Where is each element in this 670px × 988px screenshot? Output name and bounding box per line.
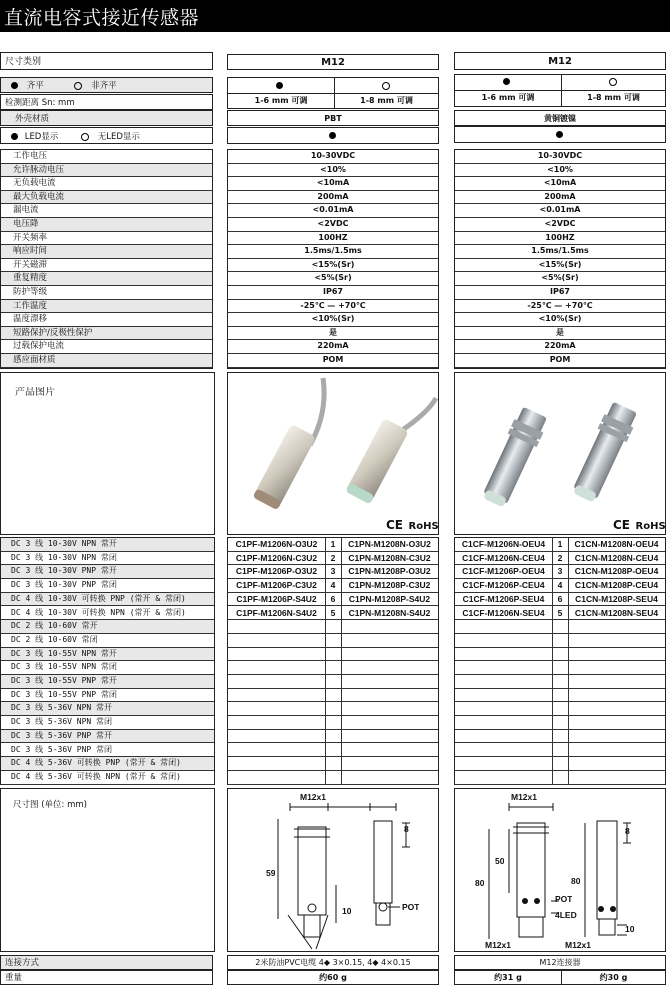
spec-row xyxy=(455,191,665,205)
model-code-flush: C1CF-M1206P-OEU4 xyxy=(462,566,545,577)
model-type-label: DC 4 线 10-30V 可转换 NPN (常开 & 常闭) xyxy=(11,607,186,617)
hollow-dot-icon xyxy=(609,78,617,86)
model-code-flush: C1CF-M1206N-CEU4 xyxy=(462,552,545,563)
model-row xyxy=(455,607,665,621)
col1-weight: 约60 g xyxy=(319,973,347,982)
spec-label: 防护等级 xyxy=(13,287,48,297)
spec-value: 1.5ms/1.5ms xyxy=(531,246,589,256)
model-row xyxy=(228,648,438,662)
model-col2-table xyxy=(454,537,666,785)
model-row xyxy=(228,689,438,703)
flush-legend xyxy=(11,80,117,92)
noled-text: 无LED显示 xyxy=(97,132,140,142)
col1-nonflush-range: 1-8 mm 可调 xyxy=(360,96,413,105)
spec-row xyxy=(455,204,665,218)
spec-value: -25℃ — +70℃ xyxy=(300,300,366,310)
model-row xyxy=(228,593,438,607)
dim2-thread-label: M12x1 xyxy=(511,792,537,802)
dim2-pot-label: POT xyxy=(555,894,573,904)
model-code-flush: C1PF-M1206N-C3U2 xyxy=(235,552,318,563)
spec-row xyxy=(455,177,665,191)
spec-row xyxy=(228,272,438,286)
model-code-nonflush: C1PN-M1208P-C3U2 xyxy=(348,580,431,591)
led-text: LED显示 xyxy=(24,132,59,142)
model-type-label: DC 3 线 10-55V NPN 常开 xyxy=(11,648,117,658)
filled-dot-icon xyxy=(503,78,510,85)
dim2-mid-length: 50 xyxy=(495,856,505,866)
dim2-right-length: 80 xyxy=(571,876,581,886)
spec-row xyxy=(1,313,212,327)
spec-value: 100HZ xyxy=(545,232,575,242)
model-code-nonflush: C1CN-M1208N-CEU4 xyxy=(574,552,659,563)
product-image-label: 产品图片 xyxy=(15,387,55,398)
model-row xyxy=(455,565,665,579)
model-row xyxy=(455,634,665,648)
model-row xyxy=(455,620,665,634)
model-type-label: DC 3 线 5-36V NPN 常闭 xyxy=(11,717,113,727)
col1-flush-range: 1-6 mm 可调 xyxy=(254,96,308,105)
col1-product-image xyxy=(227,372,439,535)
spec-row xyxy=(228,204,438,218)
spec-row xyxy=(228,164,438,178)
dim1-bottom-label: 10 xyxy=(342,906,352,916)
spec-row xyxy=(1,204,212,218)
spec-row xyxy=(1,245,212,259)
model-row xyxy=(1,675,214,689)
distance-label-box xyxy=(0,94,213,110)
model-row xyxy=(455,730,665,744)
col2-weight-b: 约30 g xyxy=(599,973,628,982)
weight-label: 重量 xyxy=(5,973,23,983)
spec-label: 工作温度 xyxy=(13,300,48,311)
model-row xyxy=(455,593,665,607)
product-image-label-box xyxy=(0,372,215,535)
model-row xyxy=(1,634,214,648)
dim1-top-label: 8 xyxy=(404,824,409,834)
model-wiring-number: 5 xyxy=(330,607,336,618)
spec-value: IP67 xyxy=(323,287,343,296)
model-code-flush: C1PF-M1206N-O3U2 xyxy=(235,539,318,549)
spec-label: 漏电流 xyxy=(13,205,39,216)
col1-housing-box xyxy=(227,110,439,126)
col1-size-box xyxy=(227,54,439,70)
spec-value: <0.01mA xyxy=(539,205,581,215)
model-code-nonflush: C1CN-M1208P-CEU4 xyxy=(574,580,659,591)
model-row xyxy=(1,565,214,579)
ce-mark: CE xyxy=(613,519,631,532)
model-type-label: DC 4 线 10-30V 可转换 PNP (常开 & 常闭) xyxy=(11,593,186,603)
model-row xyxy=(455,648,665,662)
model-type-label: DC 3 线 5-36V PNP 常开 xyxy=(11,730,113,740)
model-row xyxy=(455,771,665,785)
col2-dimension-drawing xyxy=(454,788,666,952)
model-code-nonflush: C1CN-M1208P-OEU4 xyxy=(574,566,659,577)
dim1-pot-label: POT xyxy=(402,902,420,912)
filled-dot-icon xyxy=(556,131,563,138)
pbt-dimension-svg xyxy=(228,789,438,951)
spec-row xyxy=(1,286,212,300)
dim2-bottom-label: 10 xyxy=(625,924,635,934)
model-row xyxy=(228,730,438,744)
model-row xyxy=(228,716,438,730)
model-row xyxy=(1,552,214,566)
page-header xyxy=(0,0,670,32)
led-label-box xyxy=(0,127,213,144)
spec-col1-table xyxy=(227,149,439,369)
col2-flush-box xyxy=(454,74,666,107)
model-type-label: DC 3 线 10-30V NPN 常闭 xyxy=(11,552,117,562)
model-wiring-number: 5 xyxy=(557,607,563,618)
model-row xyxy=(455,579,665,593)
model-wiring-number: 3 xyxy=(330,566,336,577)
spec-row xyxy=(1,177,212,191)
model-code-flush: C1PF-M1206P-O3U2 xyxy=(235,566,318,577)
col2-nonflush-range: 1-8 mm 可调 xyxy=(587,93,640,102)
model-row xyxy=(228,607,438,621)
distance-label: 检测距离 Sn: mm xyxy=(5,98,75,108)
spec-value: <10%(Sr) xyxy=(538,314,582,324)
model-code-nonflush: C1CN-M1208N-OEU4 xyxy=(574,539,659,549)
spec-value: <5%(Sr) xyxy=(314,273,352,283)
model-row xyxy=(455,757,665,771)
model-type-label: DC 3 线 10-55V NPN 常闭 xyxy=(11,662,117,672)
spec-col2-table xyxy=(454,149,666,369)
model-row xyxy=(1,716,214,730)
model-row xyxy=(228,579,438,593)
filled-dot-icon xyxy=(11,82,18,89)
spec-row xyxy=(455,313,665,327)
model-code-flush: C1CF-M1206P-CEU4 xyxy=(462,580,545,591)
col1-dimension-drawing xyxy=(227,788,439,952)
model-row xyxy=(455,538,665,552)
model-wiring-number: 2 xyxy=(330,552,336,563)
spec-value: 220mA xyxy=(317,341,349,351)
col2-housing-box xyxy=(454,110,666,126)
col2-product-image xyxy=(454,372,666,535)
spec-value: 200mA xyxy=(317,191,349,201)
model-type-label: DC 3 线 10-55V PNP 常闭 xyxy=(11,689,117,699)
model-code-flush: C1CF-M1206N-OEU4 xyxy=(461,539,546,549)
ce-mark: CE xyxy=(386,519,404,532)
col2-housing: 黄铜镀镍 xyxy=(544,114,576,123)
model-row xyxy=(228,675,438,689)
housing-label: 外壳材质 xyxy=(15,114,50,124)
model-row xyxy=(1,689,214,703)
size-label: 尺寸类别 xyxy=(5,57,42,67)
model-row xyxy=(228,744,438,758)
spec-value: <10mA xyxy=(316,178,350,188)
flush-label-box xyxy=(0,77,213,93)
spec-row xyxy=(1,150,212,164)
model-row xyxy=(228,771,438,785)
spec-row xyxy=(455,245,665,259)
model-row xyxy=(1,620,214,634)
spec-value: 200mA xyxy=(544,191,576,201)
model-row xyxy=(455,716,665,730)
model-row xyxy=(228,702,438,716)
spec-row xyxy=(455,164,665,178)
model-type-label: DC 4 线 5-36V 可转换 PNP (常开 & 常闭) xyxy=(11,758,181,768)
spec-row xyxy=(228,340,438,354)
col2-weight-a: 约31 g xyxy=(494,973,522,982)
spec-value: IP67 xyxy=(550,287,570,296)
model-code-nonflush: C1PN-M1208N-O3U2 xyxy=(348,539,431,549)
spec-value: <2VDC xyxy=(317,219,349,228)
spec-value: 10-30VDC xyxy=(537,151,583,160)
model-row xyxy=(1,744,214,758)
spec-value: <10mA xyxy=(543,178,577,188)
model-type-label: DC 3 线 5-36V PNP 常闭 xyxy=(11,744,113,754)
spec-row xyxy=(1,232,212,246)
page-title: 直流电容式接近传感器 xyxy=(4,7,200,29)
col1-led-box xyxy=(227,127,439,144)
model-row xyxy=(1,607,214,621)
spec-label-table xyxy=(0,149,213,369)
col1-connection-box xyxy=(227,955,439,970)
spec-row xyxy=(1,259,212,273)
spec-label: 过载保护电流 xyxy=(13,341,65,352)
dim2-thread-bottom-right: M12x1 xyxy=(565,940,591,950)
spec-value: <0.01mA xyxy=(312,205,354,215)
model-code-nonflush: C1PN-M1208P-O3U2 xyxy=(348,566,431,577)
spec-value: 是 xyxy=(329,327,337,337)
spec-row xyxy=(1,272,212,286)
flush-text: 齐平 xyxy=(26,81,44,91)
spec-value: <15%(Sr) xyxy=(311,259,355,269)
hollow-dot-icon xyxy=(74,82,82,90)
hollow-dot-icon xyxy=(81,133,89,141)
spec-row xyxy=(228,259,438,273)
spec-label: 电压降 xyxy=(13,219,39,229)
spec-row xyxy=(455,218,665,232)
spec-label: 响应时间 xyxy=(13,246,48,257)
spec-row xyxy=(1,354,212,368)
model-row xyxy=(228,552,438,566)
rohs-mark: RoHS xyxy=(408,521,439,532)
spec-row xyxy=(1,340,212,354)
nonflush-text: 非齐平 xyxy=(91,81,117,91)
ce-rohs-mark xyxy=(386,519,439,533)
col2-size-box xyxy=(454,52,666,70)
spec-row xyxy=(228,150,438,164)
model-col1-table xyxy=(227,537,439,785)
col2-size: M12 xyxy=(548,56,572,67)
model-row xyxy=(455,689,665,703)
col1-weight-box xyxy=(227,970,439,985)
connection-label: 连接方式 xyxy=(5,958,40,968)
spec-value: 100HZ xyxy=(318,232,348,242)
model-code-flush: C1CF-M1206N-SEU4 xyxy=(462,607,545,618)
spec-label: 允许脉动电压 xyxy=(13,164,65,175)
model-row xyxy=(1,538,214,552)
spec-row xyxy=(228,327,438,341)
hollow-dot-icon xyxy=(382,82,390,90)
dim2-thread-bottom-left: M12x1 xyxy=(485,940,511,950)
model-wiring-number: 3 xyxy=(557,566,563,577)
spec-row xyxy=(455,327,665,341)
model-row xyxy=(455,702,665,716)
spec-row xyxy=(228,313,438,327)
spec-row xyxy=(228,245,438,259)
spec-value: 10-30VDC xyxy=(310,151,356,160)
model-type-label: DC 3 线 10-30V PNP 常闭 xyxy=(11,580,117,590)
model-row xyxy=(228,620,438,634)
spec-label: 感应面材质 xyxy=(13,355,56,365)
model-code-nonflush: C1CN-M1208N-SEU4 xyxy=(574,607,659,618)
spec-row xyxy=(1,218,212,232)
model-wiring-number: 4 xyxy=(557,580,563,591)
model-row xyxy=(455,552,665,566)
model-row xyxy=(1,757,214,771)
spec-label: 温度漂移 xyxy=(13,314,48,325)
pbt-sensor-photo xyxy=(228,373,438,534)
spec-row xyxy=(455,150,665,164)
model-row xyxy=(1,730,214,744)
model-type-label: DC 3 线 10-30V NPN 常开 xyxy=(11,539,117,548)
spec-row xyxy=(455,300,665,314)
model-code-nonflush: C1CN-M1208P-SEU4 xyxy=(575,593,658,604)
model-wiring-number: 6 xyxy=(330,593,336,604)
model-type-label: DC 2 线 10-60V 常开 xyxy=(11,621,98,631)
spec-value: <5%(Sr) xyxy=(541,273,579,283)
spec-value: <10%(Sr) xyxy=(311,314,355,324)
spec-row xyxy=(228,177,438,191)
spec-label: 工作电压 xyxy=(13,151,48,161)
model-row xyxy=(455,744,665,758)
model-wiring-number: 4 xyxy=(330,580,336,591)
model-row xyxy=(228,757,438,771)
model-row xyxy=(1,593,214,607)
spec-value: <2VDC xyxy=(544,219,576,228)
spec-row xyxy=(1,164,212,178)
model-code-nonflush: C1PN-M1208P-S4U2 xyxy=(348,593,431,604)
col1-flush-box xyxy=(227,77,439,109)
spec-row xyxy=(455,340,665,354)
filled-dot-icon xyxy=(11,133,18,140)
filled-dot-icon xyxy=(276,82,283,89)
spec-row xyxy=(228,354,438,368)
spec-label: 短路保护/反极性保护 xyxy=(13,327,93,338)
model-code-flush: C1CF-M1206P-SEU4 xyxy=(462,593,545,604)
col1-size: M12 xyxy=(321,57,345,68)
model-type-label: DC 3 线 5-36V NPN 常开 xyxy=(11,703,113,713)
spec-row xyxy=(455,354,665,368)
col2-connection-box xyxy=(454,955,666,970)
model-type-label: DC 3 线 10-55V PNP 常开 xyxy=(11,676,117,685)
spec-value: 1.5ms/1.5ms xyxy=(304,246,362,256)
dim2-led-label: 4LED xyxy=(555,910,577,920)
model-code-flush: C1PF-M1206N-S4U2 xyxy=(236,607,317,618)
spec-row xyxy=(1,191,212,205)
brass-sensor-photo xyxy=(455,373,665,534)
model-row xyxy=(455,675,665,689)
ce-rohs-mark xyxy=(613,519,666,533)
spec-value: 是 xyxy=(556,327,564,337)
spec-row xyxy=(455,259,665,273)
model-wiring-number: 1 xyxy=(330,539,336,549)
col1-housing: PBT xyxy=(324,114,342,123)
spec-value: <10% xyxy=(547,164,573,174)
model-wiring-number: 6 xyxy=(557,593,563,604)
spec-label: 无负载电流 xyxy=(13,178,56,189)
model-wiring-number: 2 xyxy=(557,552,563,563)
spec-label: 开关频率 xyxy=(13,232,48,243)
dimension-label: 尺寸图 (单位: mm) xyxy=(13,800,87,810)
model-row xyxy=(228,538,438,552)
spec-label: 开关磁滞 xyxy=(13,259,48,270)
model-type-label: DC 3 线 10-30V PNP 常开 xyxy=(11,566,117,576)
dimension-label-box xyxy=(0,788,215,952)
model-code-flush: C1PF-M1206P-C3U2 xyxy=(236,580,317,591)
model-type-label: DC 4 线 5-36V 可转换 NPN (常开 & 常闭) xyxy=(11,771,181,781)
spec-row xyxy=(455,232,665,246)
model-row xyxy=(228,661,438,675)
spec-row xyxy=(228,300,438,314)
model-row xyxy=(1,579,214,593)
spec-value: <15%(Sr) xyxy=(538,259,582,269)
col2-connection: M12连接器 xyxy=(539,958,581,967)
spec-label: 最大负载电流 xyxy=(13,191,65,202)
spec-row xyxy=(228,218,438,232)
spec-row xyxy=(455,272,665,286)
model-wiring-number: 1 xyxy=(557,539,563,549)
col2-led-box xyxy=(454,126,666,143)
spec-label: 重复精度 xyxy=(13,273,48,284)
model-row xyxy=(1,648,214,662)
model-label-table xyxy=(0,537,215,785)
model-row xyxy=(455,661,665,675)
dim1-length-label: 59 xyxy=(266,868,276,878)
model-row xyxy=(228,634,438,648)
model-row xyxy=(228,565,438,579)
model-code-nonflush: C1PN-M1208N-S4U2 xyxy=(348,607,431,618)
spec-row xyxy=(228,232,438,246)
spec-row xyxy=(1,300,212,314)
model-code-nonflush: C1PN-M1208N-C3U2 xyxy=(348,552,431,563)
connection-label-box xyxy=(0,955,213,970)
model-row xyxy=(1,771,214,785)
dim1-thread-label: M12x1 xyxy=(300,792,326,802)
rohs-mark: RoHS xyxy=(635,521,666,532)
model-code-flush: C1PF-M1206P-S4U2 xyxy=(236,593,317,604)
dim2-top-label: 8 xyxy=(625,826,630,836)
housing-label-box xyxy=(0,110,213,126)
spec-row xyxy=(1,327,212,341)
col2-flush-range: 1-6 mm 可调 xyxy=(481,93,535,102)
col1-connection: 2米防油PVC电缆 4◆ 3×0.15, 4◆ 4×0.15 xyxy=(255,958,411,967)
filled-dot-icon xyxy=(329,132,336,139)
size-label-box xyxy=(0,52,213,70)
spec-value: -25℃ — +70℃ xyxy=(527,300,593,310)
spec-row xyxy=(228,191,438,205)
spec-value: POM xyxy=(322,355,344,364)
model-type-label: DC 2 线 10-60V 常闭 xyxy=(11,634,98,644)
spec-value: <10% xyxy=(320,164,346,174)
weight-label-box xyxy=(0,970,213,985)
col2-weight-box xyxy=(454,970,666,985)
model-row xyxy=(1,661,214,675)
spec-value: 220mA xyxy=(544,341,576,351)
spec-value: POM xyxy=(549,355,571,364)
dim2-long-length: 80 xyxy=(475,878,485,888)
spec-row xyxy=(455,286,665,300)
spec-row xyxy=(228,286,438,300)
led-legend xyxy=(11,131,140,143)
model-row xyxy=(1,702,214,716)
